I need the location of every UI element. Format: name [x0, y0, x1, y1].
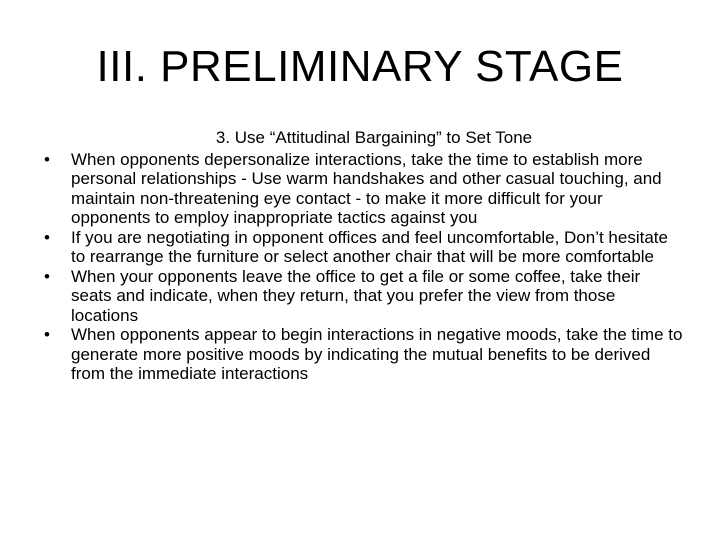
bullet-text: When opponents appear to begin interactions in negative moods, take the time to generate more positive moods by indicating the mutual benefits to be derived from the immediate interactions	[71, 325, 683, 383]
bullet-icon: •	[44, 149, 50, 169]
bullet-list	[44, 150, 684, 384]
bullet-icon: •	[44, 227, 50, 247]
list-item	[44, 150, 684, 228]
bullet-text: When your opponents leave the office to get a file or some coffee, take their seats and indicate, when they return, that you prefer the view from those locations	[71, 266, 641, 325]
slide-body	[44, 128, 684, 384]
bullet-text: When opponents depersonalize interactions, take the time to establish more personal relationships - Use warm handshakes and other casual touching, and maintain non-threatening eye contact - to make it more difficult for your opponents to employ inappropriate tactics against you	[71, 149, 662, 227]
slide-subtitle: 3. Use “Attitudinal Bargaining” to Set Tone	[215, 128, 533, 147]
slide-title: III. PRELIMINARY STAGE	[96, 42, 624, 91]
bullet-icon: •	[44, 266, 50, 286]
bullet-text: If you are negotiating in opponent offices and feel uncomfortable, Don’t hesitate to rearrange the furniture or select another chair that will be more comfortable	[71, 227, 668, 266]
list-item	[44, 325, 684, 384]
list-item	[44, 267, 684, 326]
list-item	[44, 228, 684, 267]
bullet-icon: •	[44, 325, 50, 344]
